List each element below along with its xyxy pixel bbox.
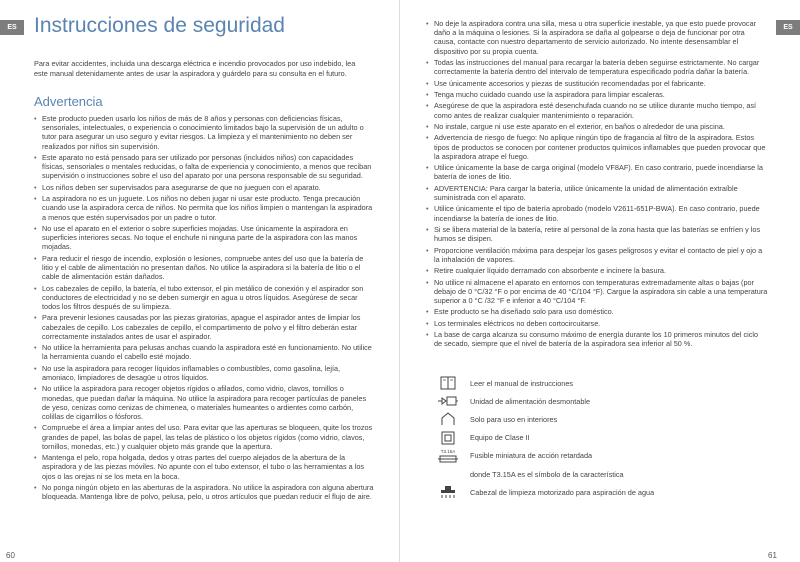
symbol-row [438,374,768,392]
page-number: 60 [6,551,15,560]
intro-paragraph: Para evitar accidentes, incluida una descarga eléctrica e incendio provocados por uso indebido, lea este manual detenidamente antes de usar la aspiradora y guárdelo para su consulta en el futuro. [34,59,356,78]
list-item: • Mantenga el pelo, ropa holgada, dedos y otras partes del cuerpo alejados de la abertura de la aspiradora y de las piezas móviles. No apunte con el tubo extensor, el tubo o las herramientas a los ojos o las orejas ni se los meta en la boca. [34,453,374,481]
symbol-row [438,465,768,483]
symbol-label: Fusible miniatura de acción retardada [470,451,593,461]
list-item: • Los terminales eléctricos no deben cortocircuitarse. [426,319,768,328]
list-item: • Este producto pueden usarlo los niños de más de 8 años y personas con deficiencias físicas, sensoriales, intelectuales, o experiencia o conocimiento limitados bajo la supervisión de un adulto o tutor para asegurar un uso seguro y evitar riesgos. La limpieza y el mantenimiento no deben ser realizados por niños sin supervisión. [34,114,374,151]
page-divider [399,0,400,562]
symbol-label: donde T3.15A es el símbolo de la característica [470,469,624,479]
list-item: • No use la aspiradora para recoger líquidos inflamables o combustibles, como gasolina, lejía, amoniaco, limpiadores de desagüe u otros líquidos. [34,364,374,382]
list-item: • ADVERTENCIA: Para cargar la batería, utilice únicamente la unidad de alimentación extraíble suministrada con el aparato. [426,184,768,202]
symbol-row [438,429,768,447]
symbol-label: Leer el manual de instrucciones [470,378,574,388]
page-title: Instrucciones de seguridad [34,14,285,37]
warning-heading: Advertencia [34,94,103,109]
list-item: • No utilice la aspiradora para recoger objetos rígidos o afilados, como vidrio, clavos, tornillos o monedas, que puedan dañar la máquina. No utilice la aspiradora para recoger partículas de paneles de yeso, cenizas como cenizas de chimenea, o materiales humeantes o ardientes como carbón, colillas de cigarrillos o fósforos. [34,384,374,421]
list-item: • Advertencia de riesgo de fuego: No aplique ningún tipo de fragancia al filtro de la aspiradora. Estos tipos de productos se conocen por contener productos químicos inflamables que pueden provocar que la aspiradora atrape el fuego. [426,133,768,161]
list-item: • Los niños deben ser supervisados para asegurarse de que no jueguen con el aparato. [34,183,374,192]
list-item: • Todas las instrucciones del manual para recargar la batería deben seguirse estrictamente. No cargar correctamente la batería dentro del intervalo de temperatura especificado podría dañar la batería. [426,58,768,76]
list-item: • Compruebe el área a limpiar antes del uso. Para evitar que las aperturas se bloqueen, quite los trozos grandes de papel, las bolas de papel, las telas de plástico o los objetos rígidos (como vidrio, clavos, tornillos, monedas, etc.) y cualquier objeto más grande que la apertura. [34,423,374,451]
list-item: • Los cabezales de cepillo, la batería, el tubo extensor, el pin metálico de conexión y el aspirador son conductores de electricidad y no se deben sumergir en agua u otros líquidos. Asegúrese de secar todos los filtros después de su limpieza. [34,284,374,312]
motorized-cleaning-head-icon [438,484,458,500]
class-ii-icon [438,430,458,446]
symbol-row [438,447,768,465]
list-item: • No instale, cargue ni use este aparato en el exterior, en baños o alrededor de una piscina. [426,122,768,131]
list-item: • La base de carga alcanza su consumo máximo de energía durante los 10 primeros minutos del ciclo de secado, siempre que el nivel de batería de la aspiradora sea inferior al 50 %. [426,330,768,348]
symbol-label: Solo para uso en interiores [470,414,558,424]
list-item: • Este producto se ha diseñado solo para uso doméstico. [426,307,768,316]
list-item: • Asegúrese de que la aspiradora esté desenchufada cuando no se utilice durante mucho tiempo, así como antes de realizar cualquier mantenimiento o reparación. [426,101,768,119]
list-item: • Para reducir el riesgo de incendio, explosión o lesiones, compruebe antes del uso que la batería de litio y el cable de alimentación no presentan daños. No utilice la aspiradora si la batería de litio o el cable de alimentación están dañados. [34,254,374,282]
indoor-use-icon [438,411,458,427]
symbol-label: Equipo de Clase II [470,433,530,443]
fuse-rating-text: T3.15A [440,448,456,454]
language-tag: ES [776,20,800,35]
warning-list-continued [426,19,768,351]
list-item: • Utilice únicamente el tipo de batería aprobado (modelo V2611-651P-BWA). En caso contrario, puede incendiarse la batería de iones de litio. [426,204,768,222]
list-item: • Tenga mucho cuidado cuando use la aspiradora para limpiar escaleras. [426,90,768,99]
page-number: 61 [768,551,777,560]
list-item: • No utilice la herramienta para pelusas anchas cuando la aspiradora esté en funcionamiento. No utilice la herramienta cuando el cabello esté mojado. [34,343,374,361]
list-item: • La aspiradora no es un juguete. Los niños no deben jugar ni usar este producto. Tenga precaución cuando use la aspiradora cerca de niños. No permita que los niños limpien o mantengan la aspiradora a menos que estén supervisados por un padre o tutor. [34,194,374,222]
symbol-label: Unidad de alimentación desmontable [470,396,591,406]
list-item: • Use únicamente accesorios y piezas de sustitución recomendadas por el fabricante. [426,79,768,88]
symbol-row [438,410,768,428]
list-item: • Si se libera material de la batería, retire al personal de la zona hasta que las baterías se enfríen y los humos se disipen. [426,225,768,243]
list-item: • Para prevenir lesiones causadas por las piezas giratorias, apague el aspirador antes de limpiar los cabezales de cepillo. Los cabezales de cepillo, el compartimento de polvo y el filtro deberán estar correctamente instalados antes de usar el aspirador. [34,313,374,341]
list-item: • Retire cualquier líquido derramado con absorbente e incinere la basura. [426,266,768,275]
list-item: • No use el aparato en el exterior o sobre superficies mojadas. Use únicamente la aspiradora en superficies interiores secas. No toque el enchufe ni ninguna parte de la aspiradora con las manos mojadas. [34,224,374,252]
manual-book-icon [438,375,458,391]
symbol-row [438,392,768,410]
fuse-icon [438,448,458,464]
symbol-legend [438,374,768,501]
list-item: • No deje la aspiradora contra una silla, mesa u otra superficie inestable, ya que esto puede provocar daño a la máquina o lesiones. Si la aspiradora se daña al golpearse o deja de funcionar por otra causa, contacte con nuestro departamento de servicio autorizado. No intente desensamblar el dispositivo por su propia cuenta. [426,19,768,56]
symbol-label: Cabezal de limpieza motorizado para aspiración de agua [470,487,655,497]
list-item: • No ponga ningún objeto en las aberturas de la aspiradora. No utilice la aspiradora con alguna abertura bloqueada. Mantenga libre de polvo, pelusa, pelo, u otros artículos que puedan reducir el flujo de aire. [34,483,374,501]
list-item: • Proporcione ventilación máxima para despejar los gases peligrosos y evitar el contacto de piel y ojo a la inhalación de vapores. [426,246,768,264]
warning-list [34,114,374,504]
list-item: • Este aparato no está pensado para ser utilizado por personas (incluidos niños) con capacidades físicas, sensoriales o mentales reducidas, o falta de experiencia y conocimiento, a menos que reciban supervisión o instrucciones sobre el uso del aparato por una persona responsable de su seguridad. [34,153,374,181]
list-item: • No utilice ni almacene el aparato en entornos con temperaturas extremadamente altas o bajas (por debajo de 0 °C/32 °F o por encima de 40 °C/104 °F). Cargue la aspiradora sin cable a una temperatura superior a 0 °C /32 °F e inferior a 40 °C/104 °F. [426,278,768,306]
list-item: • Utilice únicamente la base de carga original (modelo VF8AF). En caso contrario, puede incendiarse la batería de iones de litio. [426,163,768,181]
symbol-row [438,483,768,501]
detachable-power-unit-icon [438,393,458,409]
language-tag: ES [0,20,24,35]
